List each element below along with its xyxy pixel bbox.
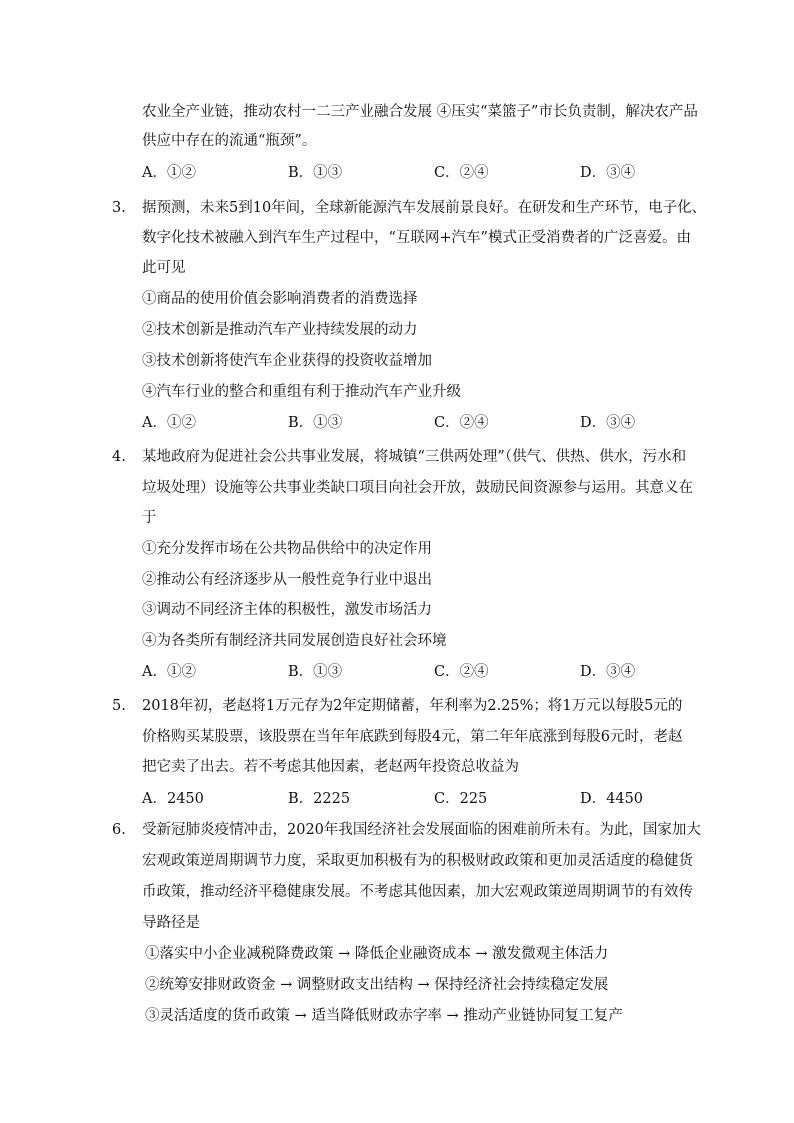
q2-option-b: B．①③ xyxy=(288,165,343,181)
q3-option-b: B．①③ xyxy=(288,415,343,431)
q6-stem-line-3: 币政策，推动经济平稳健康发展。不考虑其他因素，加大宏观政策逆周期调节的有效传 xyxy=(142,884,693,900)
q6-item-2: ②统筹安排财政资金 → 调整财政支出结构 → 保持经济社会持续稳定发展 xyxy=(145,977,609,993)
q5-option-c: C．225 xyxy=(434,791,488,807)
q4-option-a: A．①② xyxy=(142,664,196,680)
q3-item-2: ②技术创新是推动汽车产业持续发展的动力 xyxy=(142,322,418,338)
q3-item-1: ①商品的使用价值会影响消费者的消费选择 xyxy=(142,291,418,307)
q5-option-b: B．2225 xyxy=(288,791,351,807)
q6-item-3: ③灵活适度的货币政策 → 适当降低财政赤字率 → 推动产业链协同复工复产 xyxy=(145,1008,623,1024)
q3-stem-line-1: 据预测，未来5到10年间，全球新能源汽车发展前景良好。在研发和生产环节，电子化、 xyxy=(142,200,707,216)
q3-item-4: ④汽车行业的整合和重组有利于推动汽车产业升级 xyxy=(142,384,461,400)
q3-option-c: C．②④ xyxy=(434,415,489,431)
q4-item-2: ②推动公有经济逐步从一般性竞争行业中退出 xyxy=(142,572,432,588)
q4-stem-line-1: 某地政府为促进社会公共事业发展，将城镇“三供两处理”（供气、供热、供水，污水和 xyxy=(142,449,687,465)
q4-option-b: B．①③ xyxy=(288,664,343,680)
q2-stem-line-2: 供应中存在的流通“瓶颈”。 xyxy=(142,133,317,149)
q2-option-c: C．②④ xyxy=(434,165,489,181)
q5-option-a: A．2450 xyxy=(142,791,204,807)
q4-stem-line-3: 于 xyxy=(142,510,157,526)
q6-number: 6. xyxy=(112,822,126,838)
q4-item-4: ④为各类所有制经济共同发展创造良好社会环境 xyxy=(142,633,447,649)
q6-stem-line-4: 导路径是 xyxy=(142,915,200,931)
q2-option-d: D．③④ xyxy=(580,165,636,181)
q6-stem-line-2: 宏观政策逆周期调节力度，采取更加积极有为的积极财政政策和更加灵活适度的稳健货 xyxy=(142,853,693,869)
q3-stem-line-3: 此可见 xyxy=(142,260,186,276)
q3-stem-line-2: 数字化技术被融入到汽车生产过程中，“互联网+汽车”模式正受消费者的广泛喜爱。由 xyxy=(142,230,691,246)
q3-item-3: ③技术创新将使汽车企业获得的投资收益增加 xyxy=(142,353,432,369)
q6-item-1: ①落实中小企业减税降费政策 → 降低企业融资成本 → 激发微观主体活力 xyxy=(145,946,609,962)
q4-stem-line-2: 垃圾处理）设施等公共事业类缺口项目向社会开放，鼓励民间资源参与运用。其意义在 xyxy=(142,480,693,496)
q4-item-1: ①充分发挥市场在公共物品供给中的决定作用 xyxy=(142,541,432,557)
q3-option-d: D．③④ xyxy=(580,415,636,431)
q5-stem-line-1: 2018年初，老赵将1万元存为2年定期储蓄，年利率为2.25%；将1万元以每股5元的 xyxy=(142,698,683,714)
q6-stem-line-1: 受新冠肺炎疫情冲击，2020年我国经济社会发展面临的困难前所未有。为此，国家加大 xyxy=(142,822,701,838)
q5-number: 5. xyxy=(112,698,126,714)
q5-stem-line-3: 把它卖了出去。若不考虑其他因素，老赵两年投资总收益为 xyxy=(142,759,519,775)
q4-option-d: D．③④ xyxy=(580,664,636,680)
q4-item-3: ③调动不同经济主体的积极性，激发市场活力 xyxy=(142,602,432,618)
q5-stem-line-2: 价格购买某股票，该股票在当年年底跌到每股4元，第二年年底涨到每股6元时，老赵 xyxy=(142,729,683,745)
q2-option-a: A．①② xyxy=(142,165,196,181)
q3-option-a: A．①② xyxy=(142,415,196,431)
q3-number: 3. xyxy=(112,200,126,216)
q4-number: 4. xyxy=(112,449,126,465)
q2-stem-line-1: 农业全产业链，推动农村一二三产业融合发展 ④压实“菜篮子”市长负责制，解决农产品 xyxy=(142,104,698,120)
q4-option-c: C．②④ xyxy=(434,664,489,680)
q5-option-d: D．4450 xyxy=(580,791,644,807)
